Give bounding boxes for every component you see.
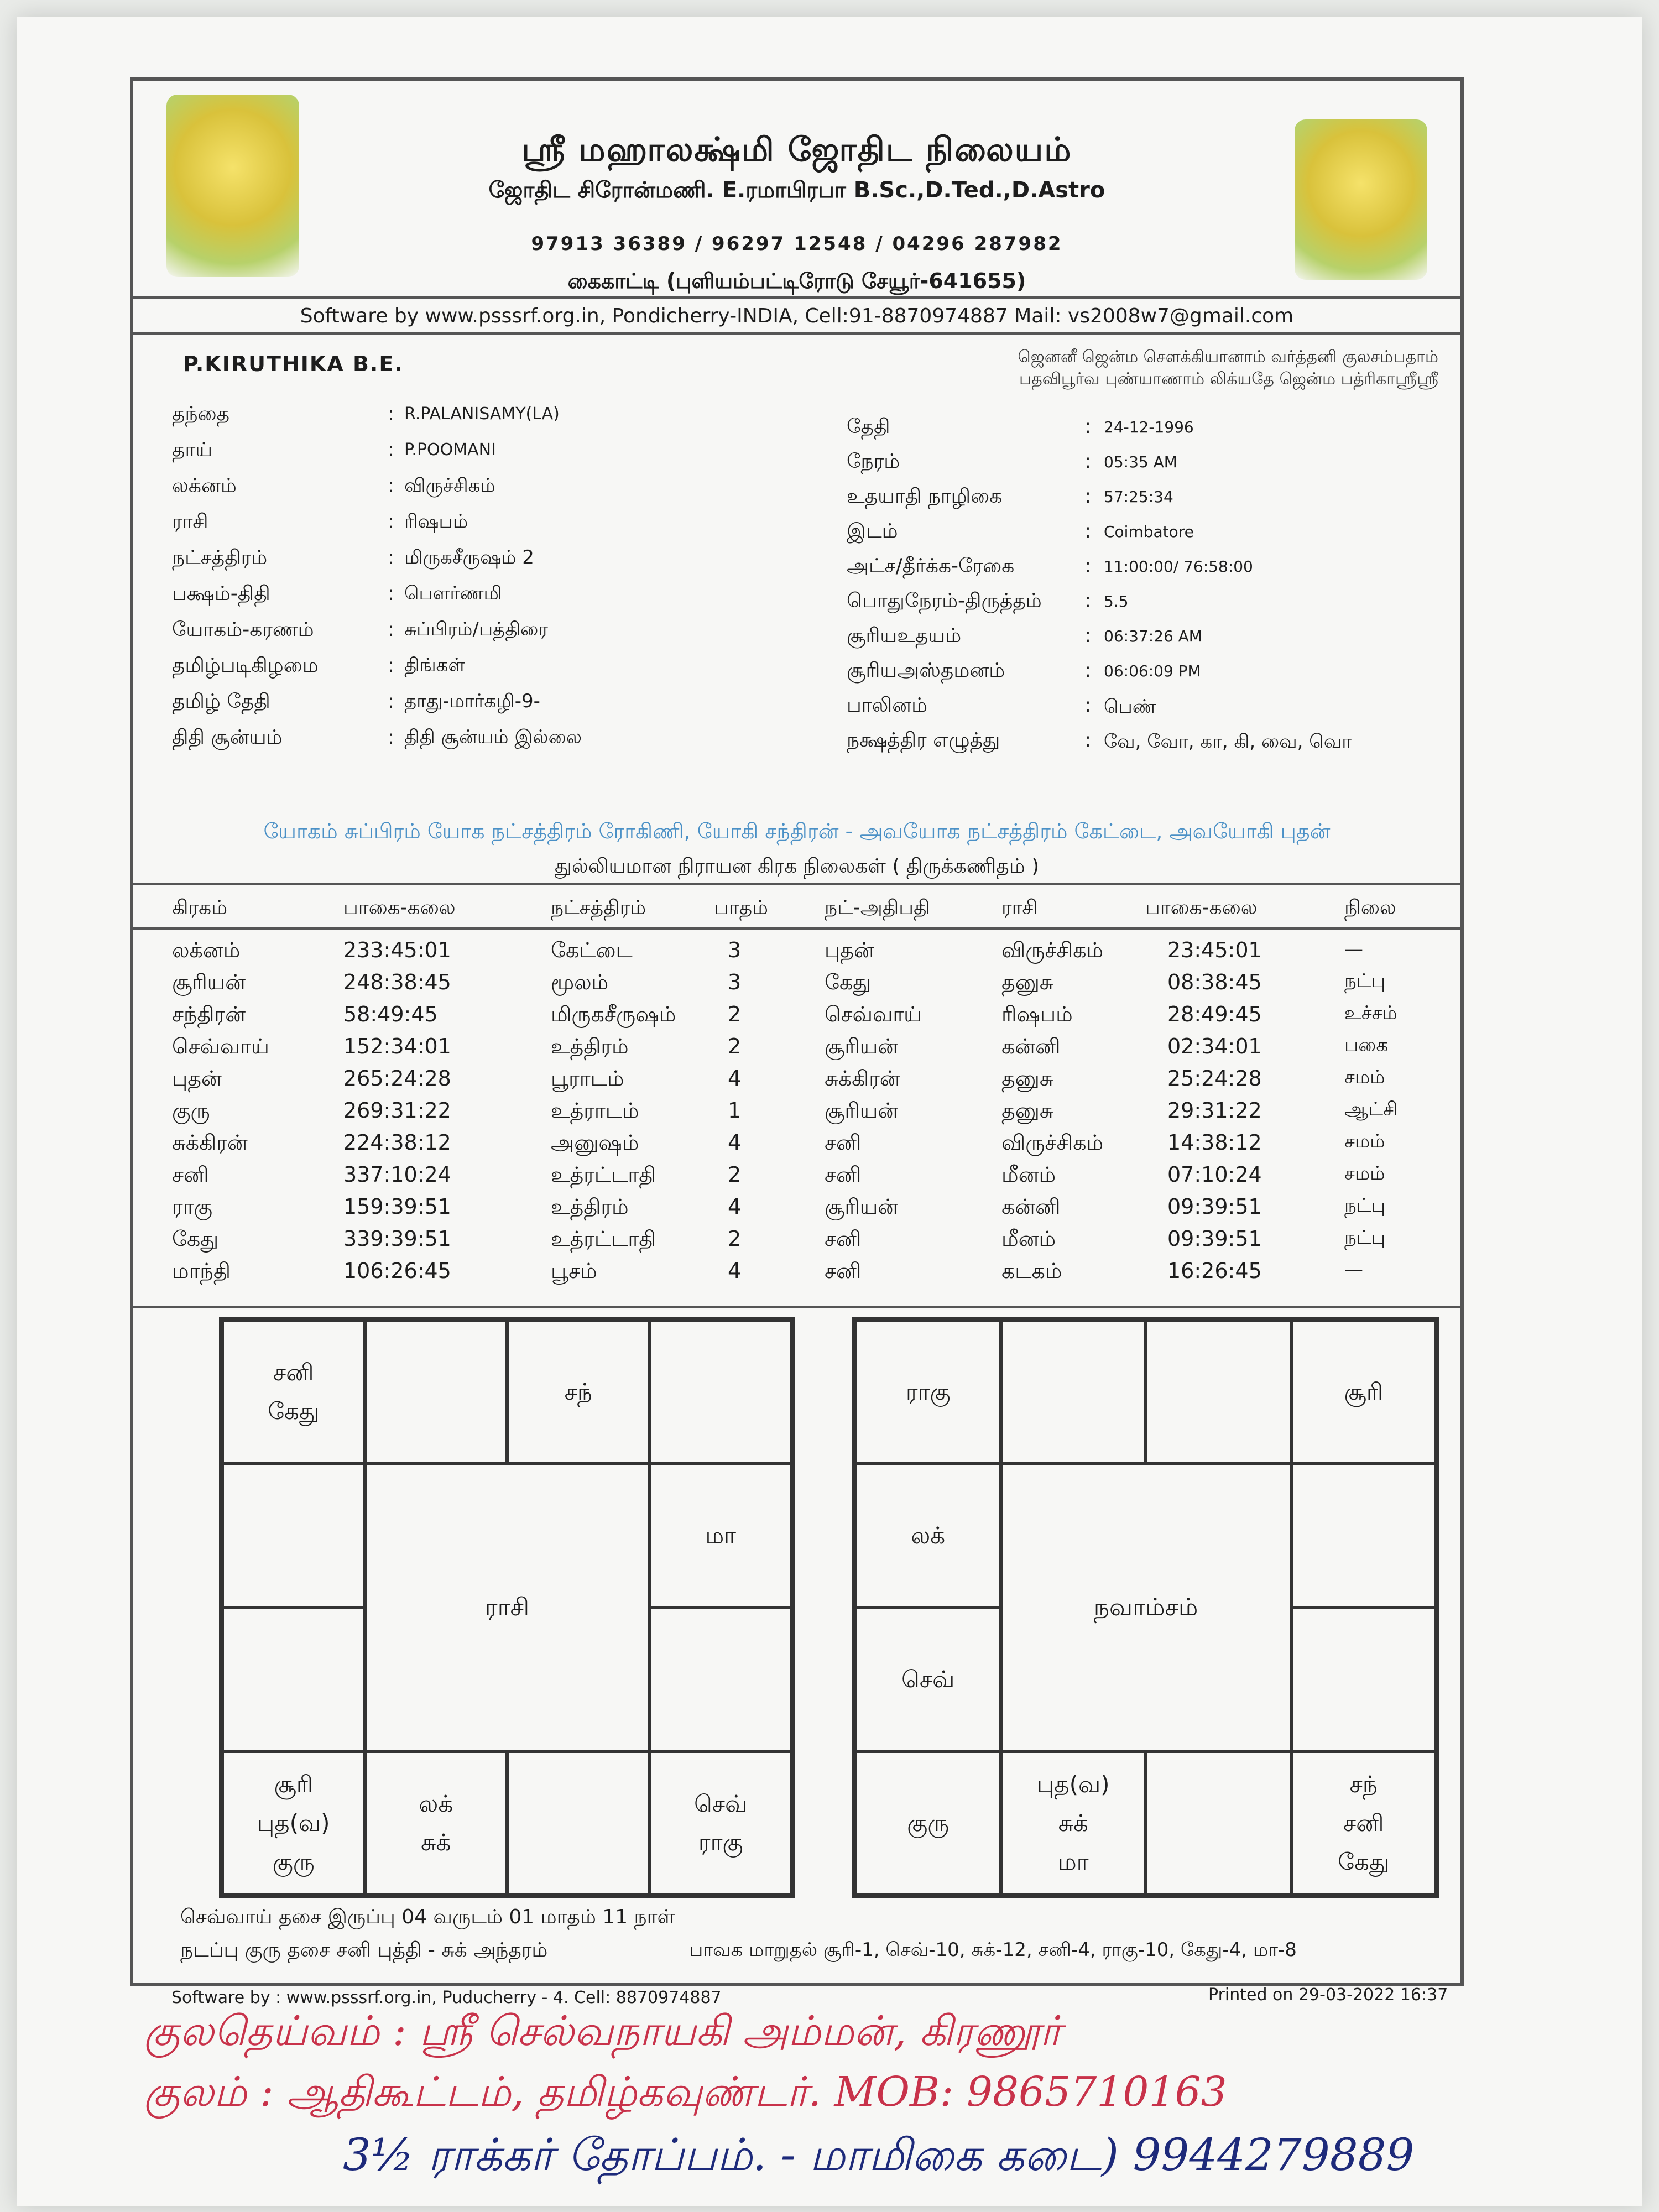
chart-house — [1291, 1608, 1437, 1751]
detail-value: 06:06:09 PM — [1104, 662, 1201, 680]
table-cell: சனி — [825, 1227, 862, 1251]
colon: : — [1084, 694, 1092, 717]
table-title: துல்லியமான நிராயன கிரக நிலைகள் ( திருக்கணிதம் ) — [554, 855, 1040, 878]
page-title: ஸ்ரீ மஹாலக்ஷ்மி ஜோதிட நிலையம் — [521, 131, 1072, 169]
detail-value: 57:25:34 — [1104, 488, 1173, 506]
bhava-change: பாவக மாறுதல் சூரி-1, செவ்-10, சுக்-12, சனி-4, ராகு-10, கேது-4, மா-8 — [689, 1939, 1297, 1961]
table-cell: — — [1344, 1259, 1363, 1281]
colon: : — [1084, 589, 1092, 612]
divider — [133, 883, 1460, 885]
table-cell: 233:45:01 — [343, 938, 451, 962]
table-cell: 2 — [728, 1227, 742, 1251]
chart-house — [365, 1320, 508, 1464]
table-cell: 14:38:12 — [1167, 1130, 1262, 1155]
table-cell: உத்ரட்டாதி — [551, 1162, 656, 1187]
planet-abbrev: லக் — [911, 1522, 946, 1549]
table-cell: பூராடம் — [551, 1066, 624, 1091]
table-cell: 2 — [728, 1162, 742, 1187]
yogam-line: யோகம் சுப்பிரம் யோக நட்சத்திரம் ரோகிணி, யோகி சந்திரன் - அவயோக நட்சத்திரம் கேட்டை, அவயோகி புதன் — [263, 819, 1331, 843]
detail-label: நக்ஷத்திர எழுத்து — [847, 729, 1000, 752]
chart-house — [1291, 1320, 1437, 1464]
table-cell: மீனம் — [1001, 1162, 1056, 1187]
table-cell: சனி — [825, 1259, 862, 1283]
table-cell: உச்சம் — [1344, 1002, 1397, 1024]
chart-house — [222, 1608, 365, 1751]
colon: : — [388, 582, 395, 605]
detail-label: தமிழ்படிகிழமை — [172, 654, 319, 677]
planet-abbrev: குரு — [272, 1848, 315, 1875]
table-cell: சனி — [825, 1162, 862, 1187]
astrologer-name: ஜோதிட சிரோன்மணி. E.ரமாபிரபா B.Sc.,D.Ted.,D.Astro — [488, 178, 1105, 203]
detail-label: தேதி — [847, 415, 890, 438]
detail-value: பௌர்ணமி — [404, 582, 502, 604]
divider — [133, 296, 1460, 299]
table-cell: மிருகசீருஷம் — [551, 1002, 676, 1026]
table-cell: செவ்வாய் — [172, 1034, 269, 1058]
table-cell: சூரியன் — [172, 970, 246, 994]
table-cell: 29:31:22 — [1167, 1098, 1262, 1123]
table-cell: 265:24:28 — [343, 1066, 451, 1091]
detail-label: நட்சத்திரம் — [172, 546, 268, 569]
detail-label: சூரியஉதயம் — [847, 624, 962, 647]
chart-house — [855, 1320, 1001, 1464]
table-cell: கன்னி — [1001, 1194, 1061, 1219]
colon: : — [388, 439, 395, 461]
table-cell: 248:38:45 — [343, 970, 451, 994]
chart-center-label: ராசி — [365, 1464, 650, 1751]
divider — [133, 927, 1460, 930]
detail-value: Coimbatore — [1104, 523, 1194, 541]
document-frame — [130, 77, 1464, 1986]
chart-house — [222, 1464, 365, 1608]
table-cell: 106:26:45 — [343, 1259, 451, 1283]
table-cell: தனுசு — [1001, 970, 1053, 994]
planet-abbrev: மா — [1057, 1848, 1089, 1875]
chart-house — [365, 1751, 508, 1895]
dasa-balance: செவ்வாய் தசை இருப்பு 04 வருடம் 01 மாதம் 11 நாள் — [180, 1906, 675, 1928]
table-cell: கேது — [825, 970, 872, 994]
table-cell: சூரியன் — [825, 1098, 899, 1123]
table-cell: சமம் — [1344, 1130, 1385, 1152]
table-cell: மீனம் — [1001, 1227, 1056, 1251]
table-header-cell: கிரகம் — [172, 896, 228, 919]
colon: : — [388, 474, 395, 497]
planet-abbrev: குரு — [907, 1809, 950, 1837]
planet-abbrev: செவ் — [694, 1790, 748, 1817]
colon: : — [1084, 659, 1092, 682]
colon: : — [1084, 450, 1092, 473]
chart-house — [1001, 1751, 1146, 1895]
chart-house — [1291, 1751, 1437, 1895]
table-cell: சமம் — [1344, 1066, 1385, 1088]
chart-house — [507, 1320, 650, 1464]
detail-label: பக்ஷம்-திதி — [172, 582, 270, 605]
rasi-chart — [219, 1317, 795, 1898]
planet-abbrev: சனி — [1343, 1809, 1384, 1837]
colon: : — [1084, 415, 1092, 438]
detail-value: 5.5 — [1104, 592, 1129, 611]
detail-label: தாய் — [172, 439, 213, 461]
table-cell: கேட்டை — [551, 938, 633, 962]
table-cell: பூசம் — [551, 1259, 597, 1283]
table-cell: சனி — [172, 1162, 209, 1187]
planet-abbrev: சுக் — [421, 1829, 451, 1856]
chart-house — [222, 1320, 365, 1464]
software-credit-bottom: Software by : www.psssrf.org.in, Puducherry - 4. Cell: 8870974887 — [171, 1988, 722, 2007]
chart-house — [650, 1320, 792, 1464]
table-cell: 02:34:01 — [1167, 1034, 1262, 1058]
table-cell: அனுஷம் — [551, 1130, 639, 1155]
table-cell: — — [1344, 938, 1363, 960]
table-header-cell: நட்-அதிபதி — [825, 896, 930, 919]
table-cell: 09:39:51 — [1167, 1194, 1262, 1219]
detail-label: உதயாதி நாழிகை — [847, 485, 1003, 508]
colon: : — [1084, 624, 1092, 647]
planet-abbrev: சந் — [564, 1378, 592, 1405]
detail-label: ராசி — [172, 510, 208, 533]
table-cell: 28:49:45 — [1167, 1002, 1262, 1026]
table-cell: சுக்கிரன் — [172, 1130, 248, 1155]
detail-label: திதி சூன்யம் — [172, 726, 283, 749]
chart-house — [650, 1464, 792, 1608]
table-cell: கன்னி — [1001, 1034, 1061, 1058]
colon: : — [388, 654, 395, 677]
table-header-cell: பாதம் — [714, 896, 769, 919]
table-cell: 3 — [728, 970, 742, 994]
table-cell: 152:34:01 — [343, 1034, 451, 1058]
table-cell: 4 — [728, 1259, 742, 1283]
software-credit-top: Software by www.psssrf.org.in, Pondicherry-INDIA, Cell:91-8870974887 Mail: vs2008w7@gmail.com — [300, 305, 1294, 327]
detail-value: 24-12-1996 — [1104, 418, 1194, 436]
detail-value: விருச்சிகம் — [404, 474, 495, 497]
blessing-line-2: பதவிபூர்வ புண்யாணாம் லிக்யதே ஜென்ம பத்ரிகாஸ்ரீஸ்ரீ — [1019, 369, 1438, 389]
table-cell: 07:10:24 — [1167, 1162, 1262, 1187]
planet-abbrev: கேது — [268, 1397, 320, 1425]
planet-abbrev: சனி — [273, 1359, 314, 1386]
handwritten-kuladeivam: குலதெய்வம் : ஸ்ரீ செல்வநாயகி அம்மன், கிரணூர் — [144, 2007, 1062, 2055]
table-cell: 25:24:28 — [1167, 1066, 1262, 1091]
table-cell: குரு — [172, 1098, 210, 1123]
colon: : — [388, 726, 395, 749]
printed-date: Printed on 29-03-2022 16:37 — [1208, 1985, 1448, 2005]
table-cell: கடகம் — [1001, 1259, 1062, 1283]
table-cell: 339:39:51 — [343, 1227, 451, 1251]
detail-value: 11:00:00/ 76:58:00 — [1104, 557, 1253, 576]
table-cell: உத்திரம் — [551, 1034, 629, 1058]
table-cell: 16:26:45 — [1167, 1259, 1262, 1283]
detail-value: R.PALANISAMY(LA) — [404, 404, 560, 424]
detail-value: சுப்பிரம்/பத்திரை — [404, 618, 548, 640]
colon: : — [388, 546, 395, 569]
person-name: P.KIRUTHIKA B.E. — [183, 352, 404, 376]
table-cell: 1 — [728, 1098, 742, 1123]
colon: : — [388, 618, 395, 641]
phone-numbers: 97913 36389 / 96297 12548 / 04296 287982 — [531, 233, 1063, 255]
detail-value: P.POOMANI — [404, 440, 496, 460]
detail-value: வே, வோ, கா, கி, வை, வொ — [1104, 731, 1352, 753]
chart-house — [650, 1608, 792, 1751]
table-cell: நட்பு — [1344, 1194, 1386, 1217]
planet-abbrev: புத(வ) — [1036, 1771, 1110, 1798]
detail-value: மிருகசீருஷம் 2 — [404, 546, 534, 568]
chart-center-label: நவாம்சம் — [1001, 1464, 1291, 1751]
chart-house — [855, 1751, 1001, 1895]
table-cell: 3 — [728, 938, 742, 962]
chart-house — [855, 1608, 1001, 1751]
detail-value: திதி சூன்யம் இல்லை — [404, 726, 582, 748]
table-cell: சூரியன் — [825, 1034, 899, 1058]
planet-abbrev: சுக் — [1058, 1809, 1088, 1837]
planet-abbrev: சூரி — [1344, 1378, 1383, 1405]
table-cell: தனுசு — [1001, 1066, 1053, 1091]
current-dasa: நடப்பு குரு தசை சனி புத்தி - சுக் அந்தரம் — [180, 1939, 548, 1961]
detail-value: 06:37:26 AM — [1104, 627, 1202, 645]
colon: : — [388, 690, 395, 713]
blessing-line-1: ஜெனனீ ஜென்ம சௌக்கியானாம் வர்த்தனி குலசம்பதாம் — [1018, 347, 1438, 367]
planet-abbrev: சந் — [1349, 1771, 1378, 1798]
detail-value: பெண் — [1104, 696, 1157, 718]
detail-value: 05:35 AM — [1104, 453, 1177, 471]
chart-house — [1001, 1320, 1146, 1464]
navamsa-chart — [852, 1317, 1439, 1898]
table-cell: சூரியன் — [825, 1194, 899, 1219]
detail-label: யோகம்-கரணம் — [172, 618, 314, 641]
colon: : — [1084, 729, 1092, 752]
detail-label: சூரியஅஸ்தமனம் — [847, 659, 1005, 682]
table-cell: 224:38:12 — [343, 1130, 451, 1155]
table-cell: 4 — [728, 1194, 742, 1219]
table-cell: 337:10:24 — [343, 1162, 451, 1187]
chart-house — [855, 1464, 1001, 1608]
table-cell: 08:38:45 — [1167, 970, 1262, 994]
table-cell: சந்திரன் — [172, 1002, 246, 1026]
blessing-verse — [885, 346, 1438, 390]
planet-abbrev: கேது — [1338, 1848, 1390, 1875]
detail-label: தமிழ் தேதி — [172, 690, 270, 713]
horoscope-paper — [17, 17, 1642, 2206]
colon: : — [388, 403, 395, 425]
colon: : — [1084, 520, 1092, 542]
table-cell: 4 — [728, 1130, 742, 1155]
divider — [133, 1306, 1460, 1308]
table-cell: சமம் — [1344, 1162, 1385, 1185]
chart-house — [1146, 1320, 1291, 1464]
chart-house — [507, 1751, 650, 1895]
detail-label: லக்னம் — [172, 474, 237, 497]
table-cell: விருச்சிகம் — [1001, 1130, 1104, 1155]
handwritten-kulam: குலம் : ஆதிகூட்டம், தமிழ்கவுண்டர். MOB: 9865710163 — [144, 2068, 1227, 2116]
table-cell: 2 — [728, 1002, 742, 1026]
table-cell: புதன் — [172, 1066, 222, 1091]
table-cell: மாந்தி — [172, 1259, 231, 1283]
table-header-cell: நட்சத்திரம் — [551, 896, 646, 919]
table-cell: சுக்கிரன் — [825, 1066, 900, 1091]
table-cell: 269:31:22 — [343, 1098, 451, 1123]
detail-value: ரிஷபம் — [404, 510, 468, 533]
table-cell: பகை — [1344, 1034, 1389, 1056]
detail-label: இடம் — [847, 520, 898, 542]
table-cell: உத்திரம் — [551, 1194, 629, 1219]
table-cell: ரிஷபம் — [1001, 1002, 1073, 1026]
chart-house — [1146, 1751, 1291, 1895]
colon: : — [388, 510, 395, 533]
detail-label: பொதுநேரம்-திருத்தம் — [847, 589, 1042, 612]
table-cell: தனுசு — [1001, 1098, 1053, 1123]
planet-abbrev: ராகு — [698, 1829, 743, 1856]
address: கைகாட்டி (புளியம்பட்டிரோடு சேயூர்-641655) — [567, 269, 1026, 293]
table-cell: லக்னம் — [172, 938, 241, 962]
handwritten-address: 3½ ராக்கர் தோப்பம். - மாமிகை கடை) 9944279889 — [343, 2129, 1415, 2180]
table-cell: நட்பு — [1344, 970, 1386, 992]
table-cell: 159:39:51 — [343, 1194, 451, 1219]
table-cell: செவ்வாய் — [825, 1002, 922, 1026]
colon: : — [1084, 485, 1092, 508]
table-cell: 09:39:51 — [1167, 1227, 1262, 1251]
table-cell: விருச்சிகம் — [1001, 938, 1104, 962]
colon: : — [1084, 555, 1092, 577]
divider — [133, 332, 1460, 335]
table-header-cell: பாகை-கலை — [343, 896, 456, 919]
table-header-cell: நிலை — [1344, 896, 1396, 919]
chart-house — [222, 1751, 365, 1895]
detail-label: நேரம் — [847, 450, 900, 473]
table-cell: உத்ரட்டாதி — [551, 1227, 656, 1251]
detail-value: திங்கள் — [404, 654, 466, 676]
table-cell: நட்பு — [1344, 1227, 1386, 1249]
table-cell: மூலம் — [551, 970, 609, 994]
table-cell: ராகு — [172, 1194, 213, 1219]
table-header-cell: ராசி — [1001, 896, 1038, 919]
table-cell: 23:45:01 — [1167, 938, 1262, 962]
table-cell: 4 — [728, 1066, 742, 1091]
table-cell: 2 — [728, 1034, 742, 1058]
table-cell: புதன் — [825, 938, 874, 962]
planet-abbrev: ராகு — [905, 1378, 951, 1405]
table-cell: சனி — [825, 1130, 862, 1155]
table-cell: 58:49:45 — [343, 1002, 438, 1026]
table-cell: கேது — [172, 1227, 219, 1251]
table-header-cell: பாகை-கலை — [1145, 896, 1258, 919]
chart-house — [1291, 1464, 1437, 1608]
chart-house — [650, 1751, 792, 1895]
planet-abbrev: லக் — [419, 1790, 453, 1817]
table-cell: உத்ராடம் — [551, 1098, 639, 1123]
table-cell: ஆட்சி — [1344, 1098, 1398, 1120]
detail-label: தந்தை — [172, 403, 230, 425]
planet-abbrev: புத(வ) — [257, 1809, 330, 1837]
planet-abbrev: சூரி — [274, 1771, 313, 1798]
detail-label: அட்ச/தீர்க்க-ரேகை — [847, 555, 1015, 577]
detail-label: பாலினம் — [847, 694, 928, 717]
planet-abbrev: மா — [705, 1522, 737, 1549]
detail-value: தாது-மார்கழி-9- — [404, 690, 540, 712]
planet-abbrev: செவ் — [901, 1666, 955, 1693]
